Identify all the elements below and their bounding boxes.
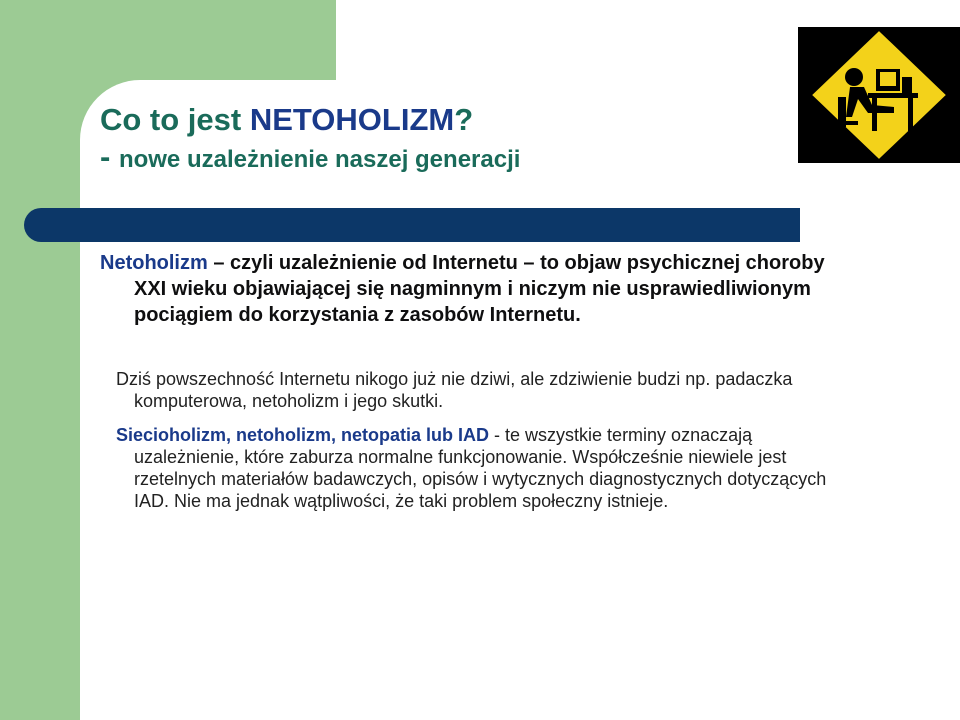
title-divider-bar [24,208,800,242]
subtitle-text: nowe uzależnienie naszej generacji [118,146,521,173]
context-text: Dziś powszechność Internetu nikogo już nie dziwi, ale zdziwienie budzi np. padaczka komputerowa, netoholizm i jego skutki. [116,369,793,411]
definition-term: Netoholizm [100,252,208,274]
person-at-computer-warning-sign-icon [798,27,960,163]
definition-text: – czyli uzależnienie od Internetu – to objaw psychicznej choroby XXI wieku objawiającej się nagminnym i niczym nie usprawiedliwionym pociągiem do korzystania z zasobów Internetu. [134,252,825,326]
title-main [100,100,780,140]
title-highlight: NETOHOLIZM [249,102,455,137]
definition-paragraph [100,250,860,328]
title-subtitle [100,140,780,177]
context-paragraph [100,368,860,412]
terms-text: - te wszystkie terminy oznaczają uzależnienie, które zaburza normalne funkcjonowanie. Współcześnie niewiele jest rzetelnych materiałów badawczych, opisów i wytycznych diagnostycznych dotyczących IAD. Nie ma jednak wątpliwości, że taki problem społeczny istnieje. [134,425,827,511]
slide-body [100,250,860,512]
title-dash: - [100,139,119,174]
terms-highlight: Siecioholizm, netoholizm, netopatia lub IAD [116,425,490,445]
slide-title [100,100,780,177]
title-suffix: ? [454,102,474,137]
title-prefix: Co to jest [100,102,250,137]
terms-paragraph [100,424,860,512]
